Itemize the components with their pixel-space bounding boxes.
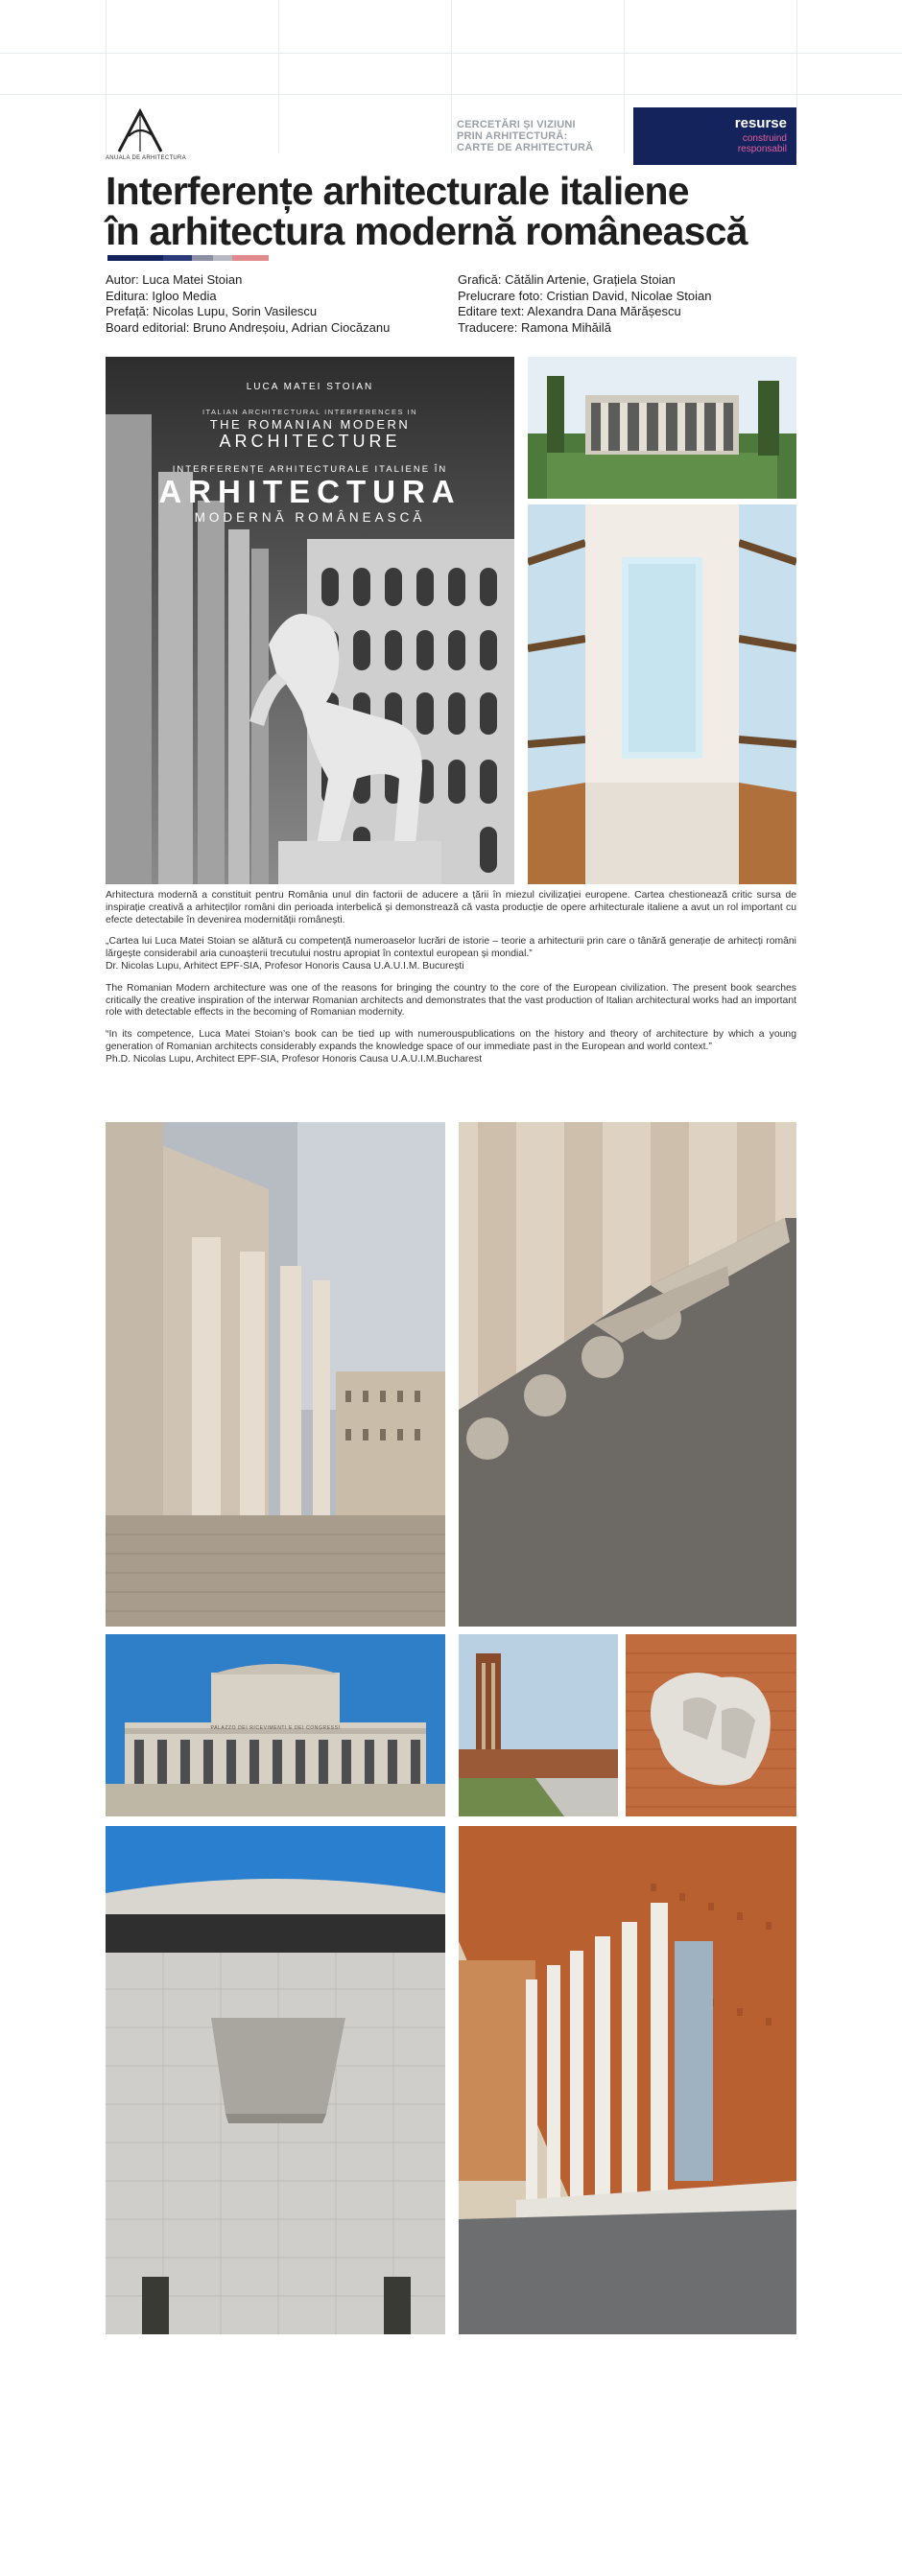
series-label	[457, 119, 593, 153]
photo-interior-hall	[528, 504, 796, 884]
photo-brick-colonnade-image	[459, 1826, 796, 2334]
photo-bas-relief-detail	[459, 1122, 796, 1627]
cover-subtitle-en: THE ROMANIAN MODERN	[209, 417, 411, 432]
credit-line: Grafică: Cătălin Artenie, Grațiela Stoian	[458, 272, 676, 287]
credits-right	[458, 272, 711, 336]
logo	[106, 107, 186, 167]
quote-ro-text: „Cartea lui Luca Matei Stoian se alătură cu competență numeroaselor lucrări de istorie – teorie a arhitecturii prin care o tânără generație de arhitecți români lărgește considerabil aria cunoașterii trecutului nostru apropiat în contextul european și mondial.”	[106, 936, 796, 960]
color-bar-segment	[232, 255, 269, 261]
page-title	[106, 171, 806, 251]
color-bar	[107, 255, 269, 261]
color-bar-segment	[213, 255, 232, 261]
description-texts	[106, 890, 796, 1076]
photo-palazzo-congressi	[106, 1634, 445, 1816]
cover-subtitle-en: ITALIAN ARCHITECTURAL INTERFERENCES IN	[202, 408, 418, 416]
credit-line: Board editorial: Bruno Andreșoiu, Adrian Ciocăzanu	[106, 319, 391, 335]
color-bar-segment	[107, 255, 163, 261]
cover-subtitle-en: ARCHITECTURE	[219, 432, 401, 451]
title-line: în arhitectura modernă românească	[106, 209, 748, 253]
photo-relief-image	[459, 1122, 796, 1627]
quote-en	[106, 1029, 796, 1066]
color-bar-segment	[163, 255, 192, 261]
credit-line: Editare text: Alexandra Dana Mărășescu	[458, 304, 681, 318]
header	[106, 107, 796, 167]
cover-title-ro: MODERNĂ ROMÂNEASCĂ	[194, 510, 426, 525]
resurse-tagline: construind	[742, 133, 787, 144]
photo-brick-tower	[459, 1634, 618, 1816]
logo-text: ANUALA DE ARHITECTURA	[106, 155, 186, 161]
photo-horses-image	[626, 1634, 796, 1816]
photo-marble-canopy	[106, 1826, 445, 2334]
cover-title-ro: INTERFERENȚE ARHITECTURALE ITALIENE ÎN	[172, 464, 448, 475]
photo-colonnade-image	[106, 1122, 445, 1627]
title-line: Interferențe arhitecturale italiene	[106, 169, 689, 213]
credit-line: Editura: Igloo Media	[106, 288, 217, 303]
quote-en-author: Ph.D. Nicolas Lupu, Architect EPF-SIA, Profesor Honoris Causa U.A.U.I.M.Bucharest	[106, 1053, 483, 1065]
credit-line: Prelucrare foto: Cristian David, Nicolae Stoian	[458, 288, 712, 303]
photo-relief-horses	[626, 1634, 796, 1816]
quote-ro	[106, 936, 796, 972]
series-line: CARTE DE ARHITECTURĂ	[457, 142, 594, 153]
credits-left	[106, 272, 390, 336]
series-line: PRIN ARHITECTURĂ:	[457, 130, 568, 142]
photo-tower-image	[459, 1634, 618, 1816]
photo-canopy-image	[106, 1826, 445, 2334]
series-line: CERCETĂRI ȘI VIZIUNI	[457, 119, 576, 130]
quote-en-text: “In its competence, Luca Matei Stoian’s book can be tied up with numerouspublications on the history and theory of architecture by which a young generation of Romanian architects considerably expands the knowledge space of our immediate past in the European and world context.”	[106, 1029, 796, 1052]
resurse-badge	[633, 107, 796, 165]
credit-line: Autor: Luca Matei Stoian	[106, 272, 243, 287]
photo-modern-pavilion	[528, 357, 796, 499]
credit-line: Traducere: Ramona Mihăilă	[458, 319, 611, 335]
photo-brick-colonnade	[459, 1826, 796, 2334]
photo-colonnade	[106, 1122, 445, 1627]
resurse-brand: resurse	[734, 115, 787, 131]
cover-author: LUCA MATEI STOIAN	[246, 382, 374, 392]
anuala-logo-icon	[111, 107, 173, 155]
credit-line: Prefață: Nicolas Lupu, Sorin Vasilescu	[106, 304, 318, 318]
photo-hall-image	[528, 504, 796, 884]
quote-ro-author: Dr. Nicolas Lupu, Arhitect EPF-SIA, Profesor Honoris Causa U.A.U.I.M. București	[106, 960, 464, 972]
cover-title-ro: ARHITECTURA	[158, 474, 462, 509]
book-cover	[106, 357, 514, 884]
description-ro: Arhitectura modernă a constituit pentru România unul din factorii de aducere a țării în miezul civilizației europene. Cartea chestionează critic sursa de inspirație creativă a arhitecților români din perioada interbelică și demonstrează că vasta producție de opere arhitecturale italiene a avut un rol important cu efecte detectabile în devenirea modernității românești.	[106, 890, 796, 925]
photo-pavilion-image	[528, 357, 796, 499]
description-en: The Romanian Modern architecture was one of the reasons for bringing the country to the core of the European civilization. The present book searches critically the creative inspiration of the interwar Romanian architects and demonstrates that the vast production of Italian architectural works had an important role with detectable effects in the becoming of Romanian modernity.	[106, 982, 796, 1019]
color-bar-segment	[192, 255, 213, 261]
palazzo-inscription: PALAZZO DEI RICEVIMENTI E DEI CONGRESSI	[210, 1725, 341, 1731]
resurse-tagline: responsabil	[737, 144, 787, 154]
